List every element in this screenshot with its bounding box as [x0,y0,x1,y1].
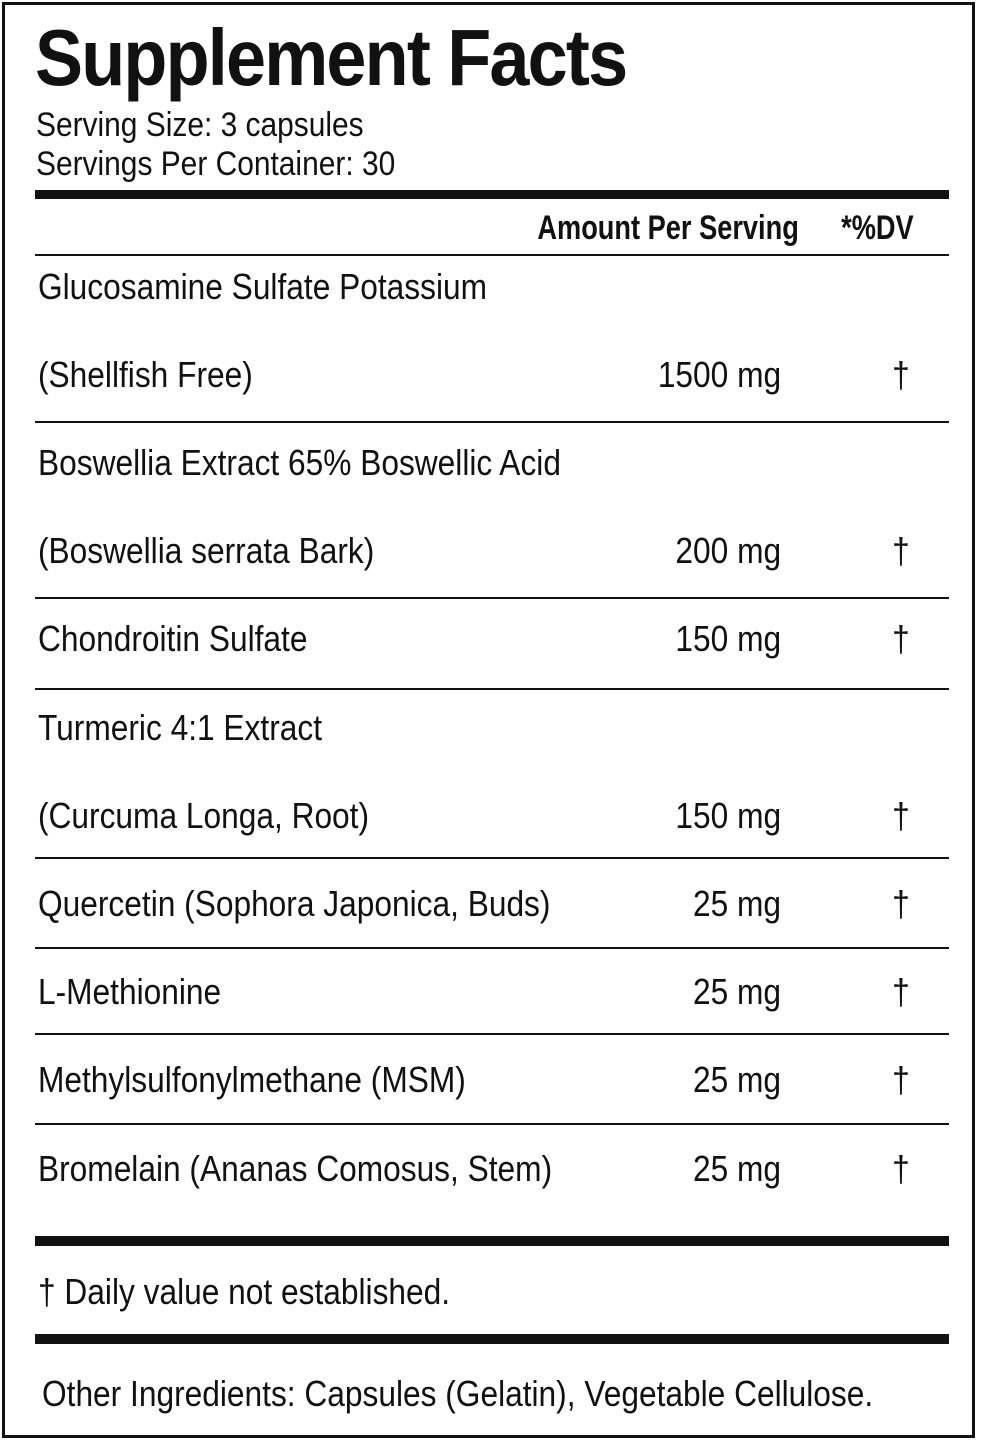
ingredient-amount: 150 mg [675,618,781,659]
ingredient-name: Turmeric 4:1 Extract [38,707,323,748]
ingredient-subname: (Shellfish Free) [38,354,253,395]
divider [35,254,949,256]
ingredient-amount: 25 mg [692,883,781,924]
divider [35,1123,949,1125]
ingredient-dv: † [892,618,910,659]
thick-divider [35,1334,949,1344]
ingredient-amount: 200 mg [675,530,781,571]
ingredient-dv: † [892,1148,910,1189]
serving-size: Serving Size: 3 capsules [36,106,364,144]
ingredient-amount: 150 mg [675,795,781,836]
ingredient-name: Quercetin (Sophora Japonica, Buds) [38,883,551,924]
servings-per-container: Servings Per Container: 30 [36,145,396,183]
divider [35,857,949,859]
divider [35,597,949,599]
ingredient-dv: † [892,971,910,1012]
ingredient-dv: † [892,354,910,395]
ingredient-dv: † [892,1059,910,1100]
divider [35,688,949,690]
ingredient-amount: 25 mg [692,1059,781,1100]
column-header-dv: *%DV [841,209,914,247]
column-header-amount: Amount Per Serving [537,209,799,247]
ingredient-name: Bromelain (Ananas Comosus, Stem) [38,1148,553,1189]
label-title: Supplement Facts [35,13,627,102]
divider [35,947,949,949]
divider [35,421,949,423]
footnote: † Daily value not established. [38,1271,451,1312]
ingredient-name: Glucosamine Sulfate Potassium [38,266,488,307]
ingredient-amount: 25 mg [692,971,781,1012]
divider [35,1033,949,1035]
ingredient-subname: (Curcuma Longa, Root) [38,795,370,836]
ingredient-subname: (Boswellia serrata Bark) [38,530,375,571]
ingredient-name: L-Methionine [38,971,222,1012]
ingredient-name: Methylsulfonylmethane (MSM) [38,1059,466,1100]
thick-divider-top [35,190,949,199]
ingredient-amount: 25 mg [692,1148,781,1189]
ingredient-dv: † [892,795,910,836]
ingredient-dv: † [892,530,910,571]
ingredient-amount: 1500 mg [657,354,781,395]
other-ingredients: Other Ingredients: Capsules (Gelatin), Vegetable Cellulose. [42,1373,874,1414]
ingredient-name: Boswellia Extract 65% Boswellic Acid [38,442,561,483]
thick-divider [35,1236,949,1246]
ingredient-name: Chondroitin Sulfate [38,618,308,659]
ingredient-dv: † [892,883,910,924]
